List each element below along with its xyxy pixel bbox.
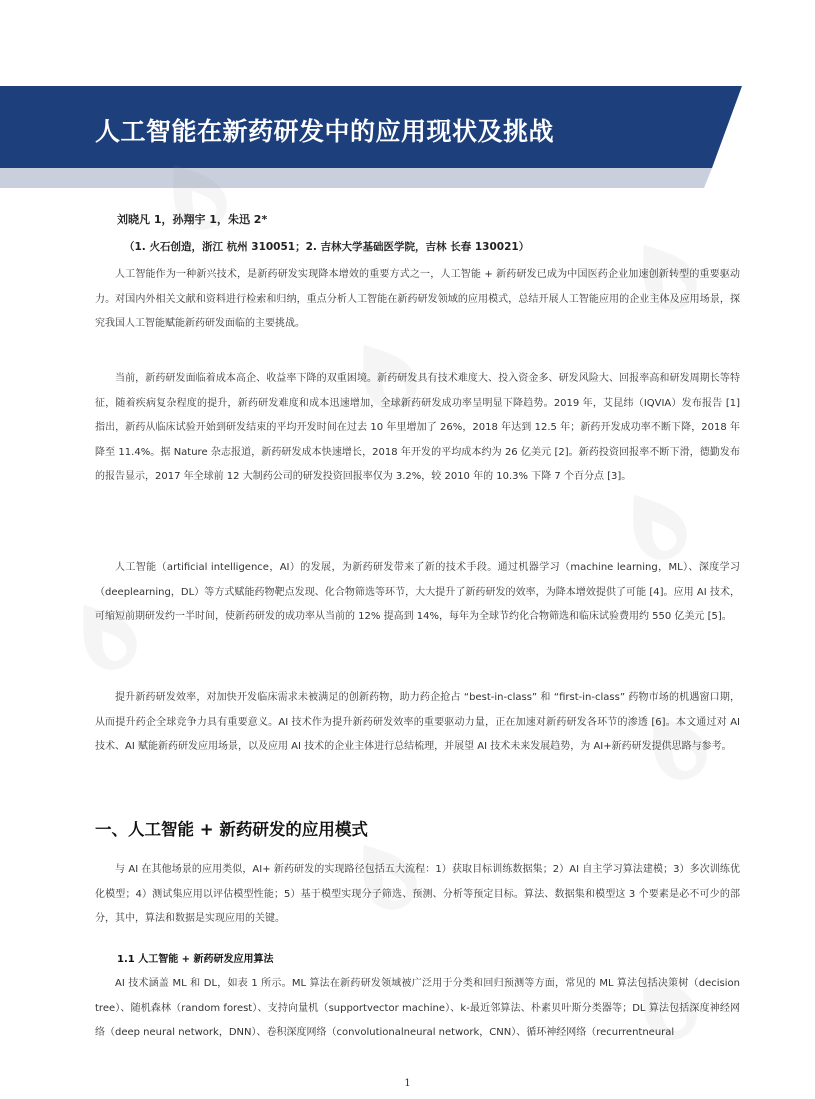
section-heading: 一、人工智能 + 新药研发的应用模式 (95, 820, 368, 839)
subsection-paragraph: AI 技术涵盖 ML 和 DL，如表 1 所示。ML 算法在新药研发领域被广泛用于分类和回归预测等方面，常见的 ML 算法包括决策树（decision tree）、随机森林（random forest）、支持向量机（supportvector machine）、k-最近邻算法、朴素贝叶斯分类器等；DL 算法包括深度神经网络（deep neural network，DNN）、卷积深度网络（convolutionalneural network，CNN）、循环神经网络（recurrentneural (95, 978, 740, 1038)
body-paragraph: 当前，新药研发面临着成本高企、收益率下降的双重困境。新药研发具有技术难度大、投入资金多、研发风险大、回报率高和研发周期长等特征，随着疾病复杂程度的提升，新药研发难度和成本迅速增加，全球新药研发成功率呈明显下降趋势。2019 年，艾昆纬（IQVIA）发布报告 [1] 指出，新药从临床试验开始到研发结束的平均开发时间在过去 10 年里增加了 26%，2018 年达到 12.5 年；新药开发成功率不断下降，2018 年降至 11.4%。据 Nature 杂志报道，新药研发成本快速增长，2018 年开发的平均成本约为 26 亿美元 [2]。新药投资回报率不断下滑，德勤发布的报告显示，2017 年全球前 12 大制药公司的研发投资回报率仅为 3.2%，较 2010 年的 10.3% 下降 7 个百分点 [3]。 (95, 373, 740, 482)
body-paragraph: 人工智能（artificial intelligence，AI）的发展，为新药研发带来了新的技术手段。通过机器学习（machine learning，ML）、深度学习（deeplearning，DL）等方式赋能药物靶点发现、化合物筛选等环节，大大提升了新药研发的效率，为降本增效提供了可能 [4]。应用 AI 技术，可缩短前期研发约一半时间，使新药研发的成功率从当前的 12% 提高到 14%，每年为全球节约化合物筛选和临床试验费用约 550 亿美元 [5]。 (95, 562, 740, 622)
banner-light-band (0, 168, 712, 188)
author-list: 刘晓凡 1，孙翔宇 1，朱迅 2* (117, 213, 268, 226)
abstract-paragraph: 人工智能作为一种新兴技术，是新药研发实现降本增效的重要方式之一，人工智能 + 新药研发已成为中国医药企业加速创新转型的重要驱动力。对国内外相关文献和资料进行检索和归纳，重点分析人工智能在新药研发领域的应用模式，总结开展人工智能应用的企业主体及应用场景，探究我国人工智能赋能新药研发面临的主要挑战。 (95, 269, 740, 329)
page-number: 1 (404, 1078, 411, 1089)
document-title: 人工智能在新药研发中的应用现状及挑战 (95, 117, 555, 146)
subsection-heading: 1.1 人工智能 + 新药研发应用算法 (117, 954, 274, 965)
section-paragraph: 与 AI 在其他场景的应用类似，AI+ 新药研发的实现路径包括五大流程：1）获取目标训练数据集；2）AI 自主学习算法建模；3）多次训练优化模型；4）测试集应用以评估模型性能；5）基于模型实现分子筛选、预测、分析等预定目标。算法、数据集和模型这 3 个要素是必不可少的部分，其中，算法和数据是实现应用的关键。 (95, 864, 740, 924)
author-affiliations: （1. 火石创造，浙江 杭州 310051；2. 吉林大学基础医学院，吉林 长春 130021） (124, 241, 530, 253)
body-paragraph: 提升新药研发效率，对加快开发临床需求未被满足的创新药物，助力药企抢占 “best-in-class” 和 “first-in-class” 药物市场的机遇窗口期，从而提升药企全球竞争力具有重要意义。AI 技术作为提升新药研发效率的重要驱动力量，正在加速对新药研发各环节的渗透 [6]。本文通过对 AI 技术、AI 赋能新药研发应用场景，以及应用 AI 技术的企业主体进行总结梳理，并展望 AI 技术未来发展趋势，为 AI+新药研发提供思路与参考。 (95, 692, 740, 752)
